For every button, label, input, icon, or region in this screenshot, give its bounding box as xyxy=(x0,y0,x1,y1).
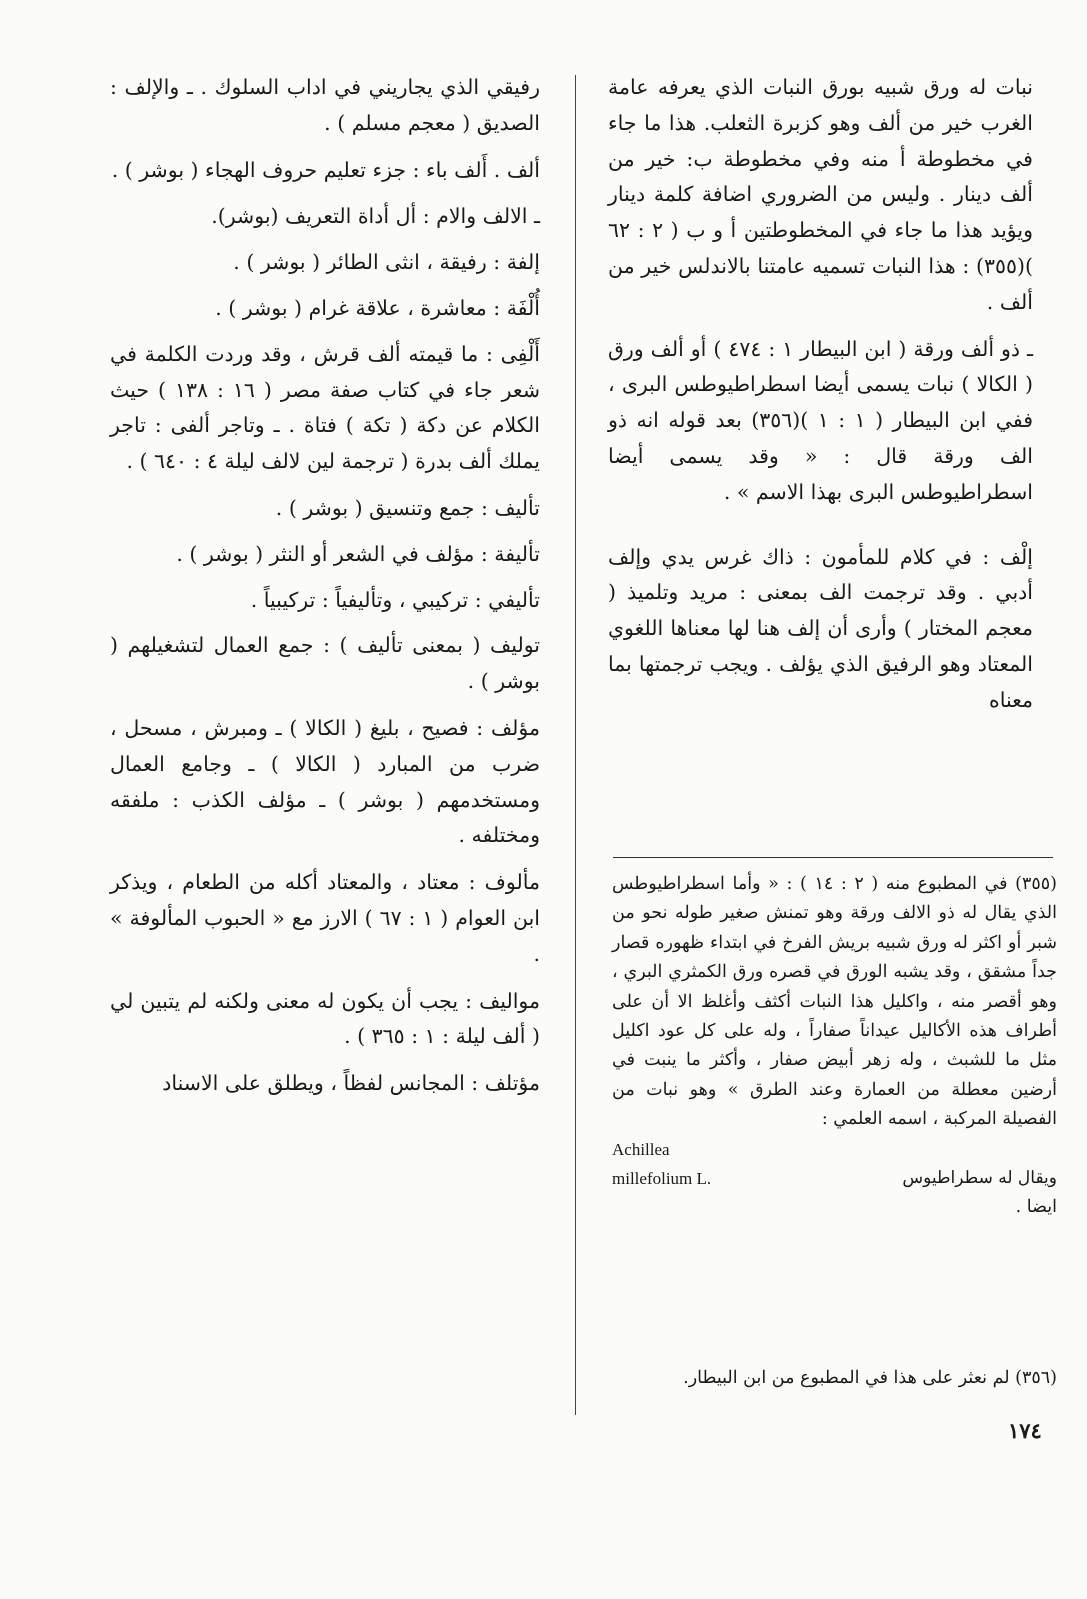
scientific-name-genus: Achillea xyxy=(612,1139,670,1159)
footnote-rule xyxy=(613,857,1053,858)
entry-paragraph: نبات له ورق شبيه بورق النبات الذي يعرفه عامة الغرب خير من ألف وهو كزبرة الثعلب. هذا ما جاء في مخطوطة أ منه وفي مخطوطة ب: خير من ألف دينار . وليس من الضروري اضافة كلمة دينار ويؤيد هذا ما جاء في المخطوطتين أ و ب ( ٢ : ٦٢ )(٣٥٥) : هذا النبات تسميه عامتنا بالاندلس خير من ألف . xyxy=(608,75,1033,314)
entry-paragraph: تأليفي : تركيبي ، وتأليفياً : تركيبياً . xyxy=(250,587,540,612)
entry-paragraph: مألوف : معتاد ، والمعتاد أكله من الطعام ، ويذكر ابن العوام ( ١ : ٦٧ ) الارز مع « الحبوب المألوفة » . xyxy=(110,870,540,966)
entry-paragraph: مؤلف : فصيح ، بليغ ( الكالا ) ـ ومبرش ، مسحل ، ضرب من المبارد ( الكالا ) ـ وجامع العمال ومستخدمهم ( بوشر ) ـ مؤلف الكذب : ملفقه ومختلفه . xyxy=(110,715,540,848)
scientific-name-row xyxy=(612,1164,1057,1193)
left-column xyxy=(110,70,540,1113)
entry-paragraph: إلفة : رفيقة ، انثى الطائر ( بوشر ) . xyxy=(233,250,540,275)
entry-paragraph: تأليفة : مؤلف في الشعر أو النثر ( بوشر ) . xyxy=(176,541,540,566)
entry-paragraph: أُلْفَة : معاشرة ، علاقة غرام ( بوشر ) . xyxy=(215,295,540,320)
entry-paragraph: مؤتلف : المجانس لفظاً ، ويطلق على الاسناد xyxy=(162,1071,540,1096)
entry-paragraph: ـ ذو ألف ورقة ( ابن البيطار ١ : ٤٧٤ ) أو ألف ورق ( الكالا ) نبات يسمى أيضا اسطراطيوطس البرى ، ففي ابن البيطار ( ١ : ١ )(٣٥٦) بعد قوله انه ذو الف ورقة قال : « وقد يسمى أيضا اسطراطيوطس البرى بهذا الاسم » . xyxy=(608,336,1033,504)
entry-paragraph: أَلْفِى : ما قيمته ألف قرش ، وقد وردت الكلمة في شعر جاء في كتاب صفة مصر ( ١٦ : ١٣٨ ) حيث الكلام عن دكة ( تكة ) فتاة . ـ وتاجر ألفى : تاجر يملك ألف بدرة ( ترجمة لين لالف ليلة ٤ : ٦٤٠ ) . xyxy=(110,341,540,474)
footnote-text: ايضا . xyxy=(1015,1197,1057,1218)
footnote-355: (٣٥٥) في المطبوع منه ( ٢ : ١٤ ) : « وأما اسطراطيوطس الذي يقال له ذو الالف ورقة وهو تمنش صغير طوله نحو من شبر أو اكثر له ورق شبيه بريش الفرخ في ابتداء ظهوره قصار جداً مشقق ، وقد يشبه الورق في قصره ورق الكمثري البري ، وهو أقصر منه ، واكليل هذا النبات أكثف وأغلظ الا أن على أطراف هذه الأكاليل عيداناً صفاراً ، وله على كل عود اكليل مثل ما للشبث ، وله زهر أبيض صفار ، وأكثر ما ينبت في أرضين معطلة من العمارة وعند الطرق » وهو نبات من الفصيلة المركبة ، اسمه العلمي : xyxy=(612,874,1057,1130)
footnote-356: (٣٥٦) لم نعثر على هذا في المطبوع من ابن البيطار. xyxy=(683,1368,1057,1388)
footnote-text: ويقال له سطراطيوس xyxy=(902,1168,1057,1189)
entry-paragraph: رفيقي الذي يجاريني في اداب السلوك . ـ والإلف : الصديق ( معجم مسلم ) . xyxy=(110,75,540,135)
entry-paragraph: ألف . أَلف باء : جزء تعليم حروف الهجاء ( بوشر ) . xyxy=(111,157,540,182)
entry-paragraph: توليف ( بمعنى تأليف ) : جمع العمال لتشغيلهم ( بوشر ) . xyxy=(110,633,540,694)
entry-paragraph: مواليف : يجب أن يكون له معنى ولكنه لم يتبين لي ( ألف ليلة : ١ : ٣٦٥ ) . xyxy=(110,988,540,1049)
entry-paragraph: تأليف : جمع وتنسيق ( بوشر ) . xyxy=(275,495,540,520)
entry-paragraph: إلْف : في كلام للمأمون : ذاك غرس يدي وإلف أدبي . وقد ترجمت الف بمعنى : مريد وتلميذ ( معجم المختار ) وأرى أن إلف هنا لها معناها اللغوي المعتاد وهو الرفيق الذي يؤلف . ويجب ترجمتها بما معناه xyxy=(608,544,1033,712)
footnotes xyxy=(612,870,1057,1223)
page-number: ١٧٤ xyxy=(1008,1418,1042,1443)
column-divider xyxy=(575,75,576,1415)
scientific-name-row xyxy=(612,1135,1057,1164)
right-column xyxy=(608,70,1033,730)
entry-paragraph: ـ الالف والام : أل أداة التعريف (بوشر). xyxy=(211,204,540,229)
scientific-name-species: millefolium L. xyxy=(612,1169,712,1189)
